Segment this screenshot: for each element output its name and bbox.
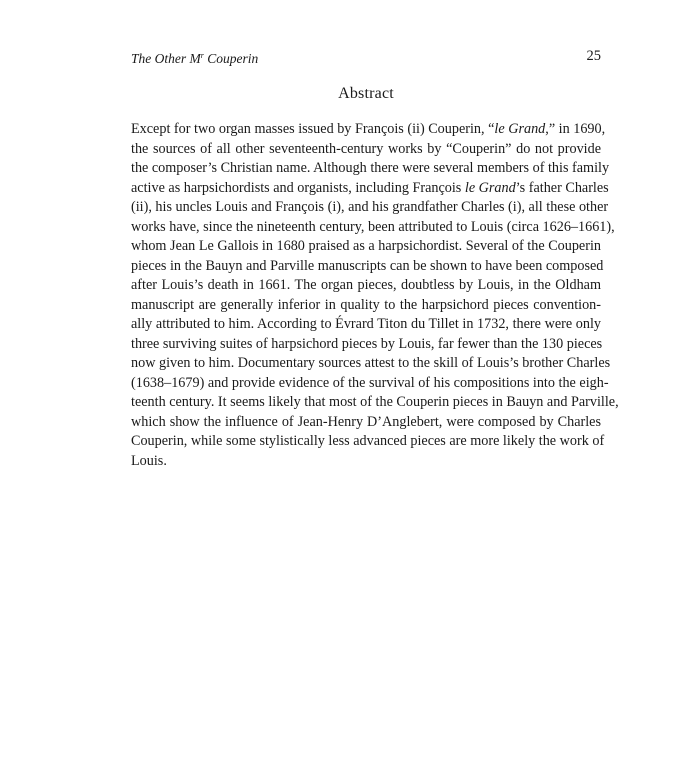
text-run: ,” in 1690, [545, 121, 606, 137]
text-run: ’s father Charles [515, 179, 609, 196]
abstract-line [131, 276, 601, 296]
abstract-line [131, 198, 609, 218]
running-title-prefix: The Other M [131, 51, 201, 66]
text-run: ally attributed to him. According to Évrard Titon du Tillet in 1732, there were only [131, 316, 601, 332]
abstract-line [131, 218, 615, 238]
abstract-line [131, 257, 604, 277]
text-run: teenth century. It seems likely that most of the Couperin pieces in Bauyn and Parville, [131, 394, 619, 410]
text-run: three surviving suites of harpsichord pieces by Louis, far fewer than the 130 pieces [131, 335, 603, 352]
text-run: whom Jean Le Gallois in 1680 praised as a harpsichordist. Several of the Couperin [131, 238, 601, 254]
text-run: after Louis’s death in 1661. The organ pieces, doubtless by Louis, in the Oldham [131, 277, 601, 293]
text-run: (ii), his uncles Louis and François (i), and his grandfather Charles (i), all these other [131, 199, 609, 215]
text-run: Except for two organ masses issued by François (ii) Couperin, “ [131, 121, 495, 137]
abstract-line [131, 237, 601, 257]
text-run: pieces in the Bauyn and Parville manuscripts can be shown to have been composed [131, 257, 604, 274]
text-run: manuscript are generally inferior in quality to the harpsichord pieces convention- [131, 296, 601, 313]
italic-text: le Grand [494, 121, 546, 137]
abstract-line [131, 335, 601, 355]
text-run: works have, since the nineteenth century, been attributed to Louis (circa 1626–1661), [131, 218, 615, 235]
abstract-line [131, 315, 601, 335]
italic-text: le Grand [464, 179, 516, 196]
running-head [131, 46, 601, 68]
text-run: which show the influence of Jean-Henry D’Anglebert, were composed by Charles [131, 413, 601, 430]
page-number: 25 [586, 48, 601, 64]
text-run: the composer’s Christian name. Although there were several members of this family [131, 160, 610, 176]
abstract-line [131, 354, 611, 374]
text-run: active as harpsichordists and organists, including François [131, 179, 465, 196]
abstract-line [131, 413, 601, 433]
abstract-paragraph [131, 120, 619, 471]
abstract-line [131, 374, 609, 394]
abstract-line [131, 159, 610, 179]
running-title [131, 46, 258, 69]
abstract-line [131, 452, 601, 472]
running-title-superscript: r [200, 51, 204, 60]
abstract-line [131, 120, 606, 140]
text-run: Couperin, while some stylistically less advanced pieces are more likely the work of [131, 433, 605, 449]
text-run: Louis. [131, 452, 167, 469]
abstract-line [131, 140, 601, 160]
text-run: (1638–1679) and provide evidence of the survival of his compositions into the eigh- [131, 374, 609, 391]
running-title-suffix: Couperin [203, 51, 259, 66]
text-run: now given to him. Documentary sources attest to the skill of Louis’s brother Charles [131, 355, 611, 371]
abstract-line [131, 179, 609, 199]
abstract-line [131, 393, 619, 413]
text-run: the sources of all other seventeenth-century works by “Couperin” do not provide [131, 140, 601, 157]
abstract-line [131, 296, 601, 316]
section-heading: Abstract [338, 85, 394, 102]
abstract-line [131, 432, 605, 452]
